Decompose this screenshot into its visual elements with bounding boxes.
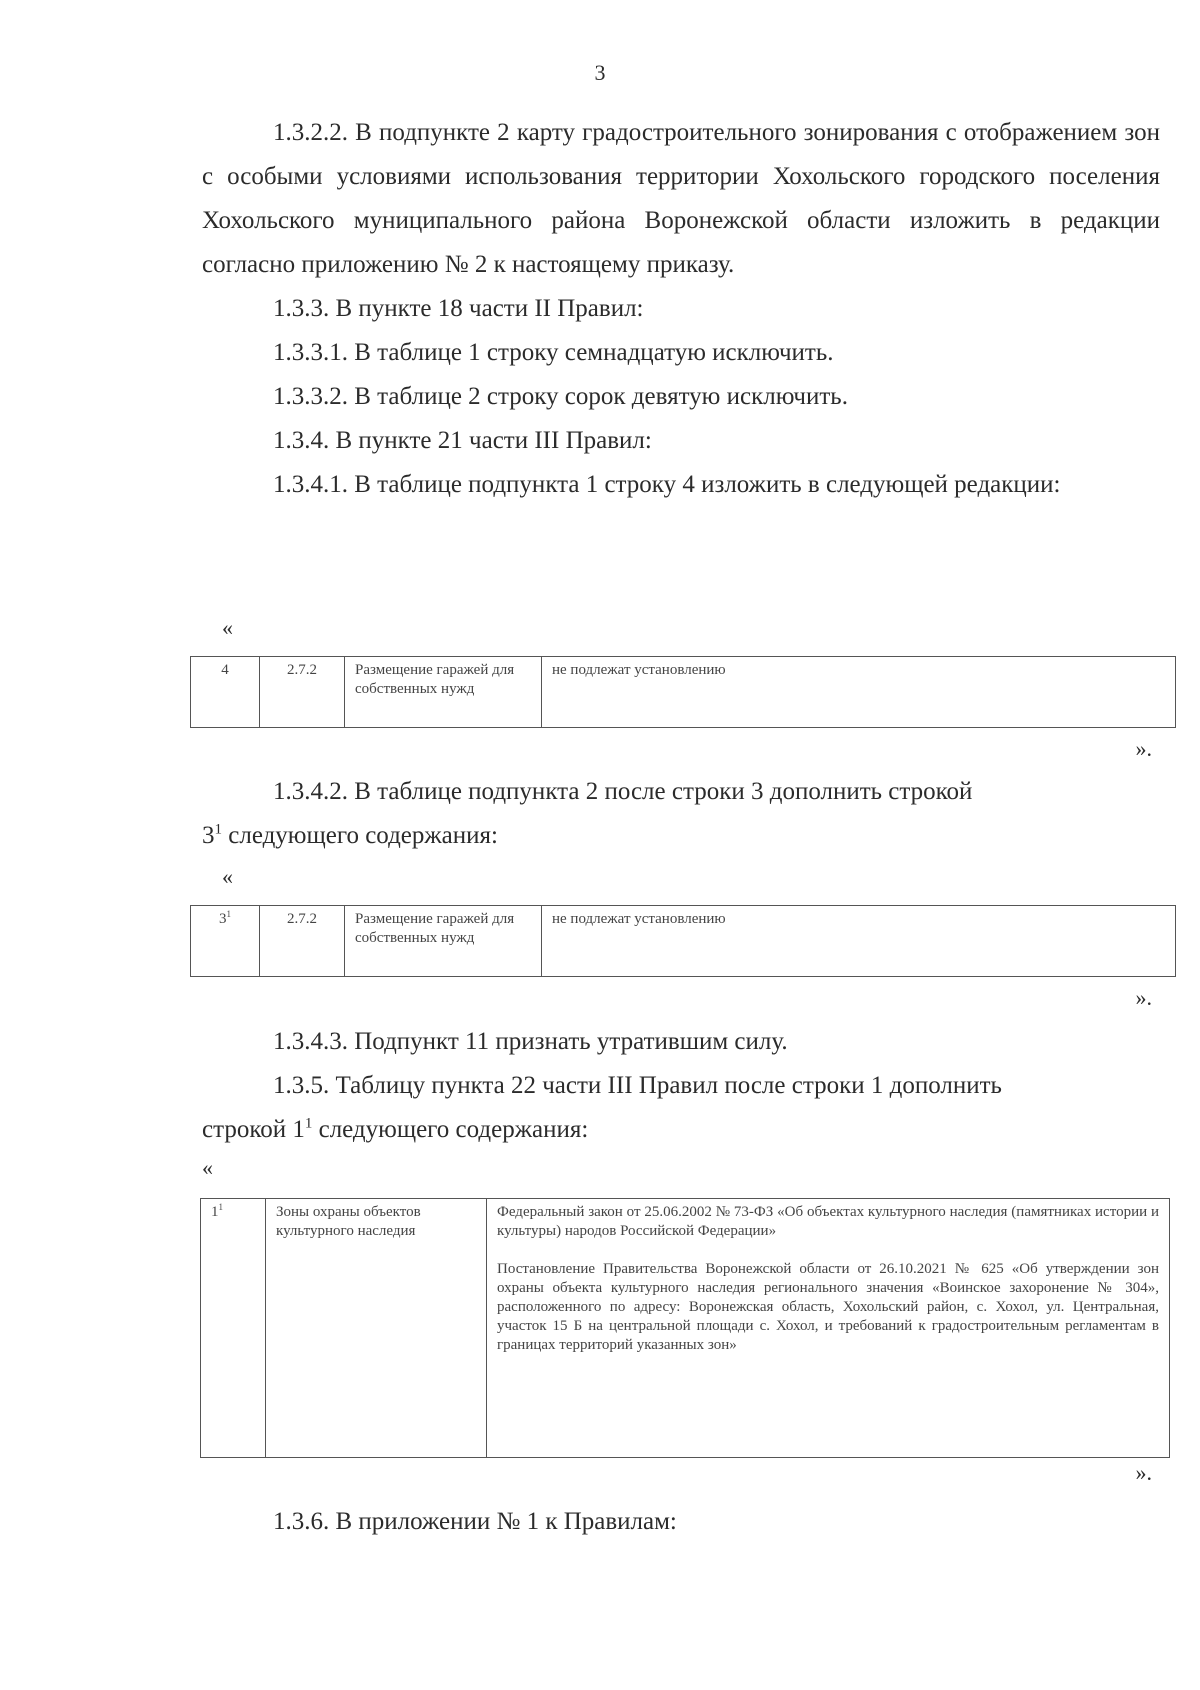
table-cell-number: $1^1$ — [201, 1199, 266, 1458]
body-block-3 — [202, 1020, 1160, 1152]
table-cell-number: 4 — [191, 657, 260, 728]
table-cell-code: 2.7.2 — [260, 906, 345, 977]
paragraph-1-3-3-2: 1.3.3.2. В таблице 2 строку сорок девятую исключить. — [273, 383, 848, 410]
law-federal: Федеральный закон от 25.06.2002 № 73-ФЗ «Об объектах культурного наследия (памятниках истории и культуры) народов Российской Федерации» — [497, 1204, 1159, 1239]
paragraph-1-3-4-3: 1.3.4.3. Подпункт 11 признать утратившим силу. — [273, 1028, 788, 1055]
paragraph-1-3-5-cont: строкой $1^1$ следующего содержания: — [202, 1115, 589, 1143]
table-cell-value: не подлежат установлению — [542, 906, 1176, 977]
paragraph-1-3-3-1: 1.3.3.1. В таблице 1 строку семнадцатую исключить. — [273, 339, 834, 366]
body-block-2 — [202, 770, 1160, 858]
paragraph-1-3-4-2: 1.3.4.2. В таблице подпункта 2 после строки 3 дополнить строкой — [273, 778, 973, 805]
open-quote: « — [222, 864, 233, 889]
close-quote: ». — [1135, 736, 1152, 761]
page-number: 3 — [594, 60, 606, 85]
open-quote: « — [202, 1155, 213, 1180]
table-row-3-1 — [190, 905, 1176, 977]
paragraph-1-3-6: 1.3.6. В приложении № 1 к Правилам: — [273, 1508, 677, 1535]
table-cell-value: не подлежат установлению — [542, 657, 1176, 728]
body-block-1 — [202, 111, 1160, 507]
close-quote: ». — [1135, 1460, 1152, 1485]
table-cell-laws — [487, 1199, 1170, 1458]
table-row-4 — [190, 656, 1176, 728]
paragraph-1-3-4: 1.3.4. В пункте 21 части III Правил: — [273, 427, 652, 454]
table-row-1-1 — [200, 1198, 1170, 1458]
close-quote: ». — [1135, 985, 1152, 1010]
paragraph-1-3-2-2: 1.3.2.2. В подпункте 2 карту градостроительного зонирования с отображением зон с особыми условиями использования территории Хохольского городского поселения Хохольского муниципального района Воронежской области изложить в редакции согласно приложению № 2 к настоящему приказу. — [202, 119, 1160, 278]
paragraph-1-3-4-2-cont: $3^1$ следующего содержания: — [202, 821, 498, 849]
table-cell-name: Размещение гаражей для собственных нужд — [345, 657, 542, 728]
law-regional: Постановление Правительства Воронежской области от 26.10.2021 № 625 «Об утверждении зон охраны объекта культурного наследия регионального значения «Воинское захоронение № 304», расположенного по адресу: Воронежская область, Хохольский район, с. Хохол, ул. Центральная, участок 15 Б на центральной площади с. Хохол, и требований к градостроительным регламентам в границах территорий указанных зон» — [497, 1261, 1159, 1353]
paragraph-1-3-4-1: 1.3.4.1. В таблице подпункта 1 строку 4 изложить в следующей редакции: — [273, 471, 1061, 498]
open-quote: « — [222, 615, 233, 640]
table-cell-name: Размещение гаражей для собственных нужд — [345, 906, 542, 977]
paragraph-1-3-3: 1.3.3. В пункте 18 части II Правил: — [273, 295, 644, 322]
paragraph-1-3-5: 1.3.5. Таблицу пункта 22 части III Правил после строки 1 дополнить — [273, 1072, 1002, 1099]
body-block-4 — [202, 1500, 1160, 1544]
table-cell-number: $3^1$ — [191, 906, 260, 977]
table-cell-name: Зоны охраны объектов культурного наследия — [266, 1199, 487, 1458]
table-cell-code: 2.7.2 — [260, 657, 345, 728]
